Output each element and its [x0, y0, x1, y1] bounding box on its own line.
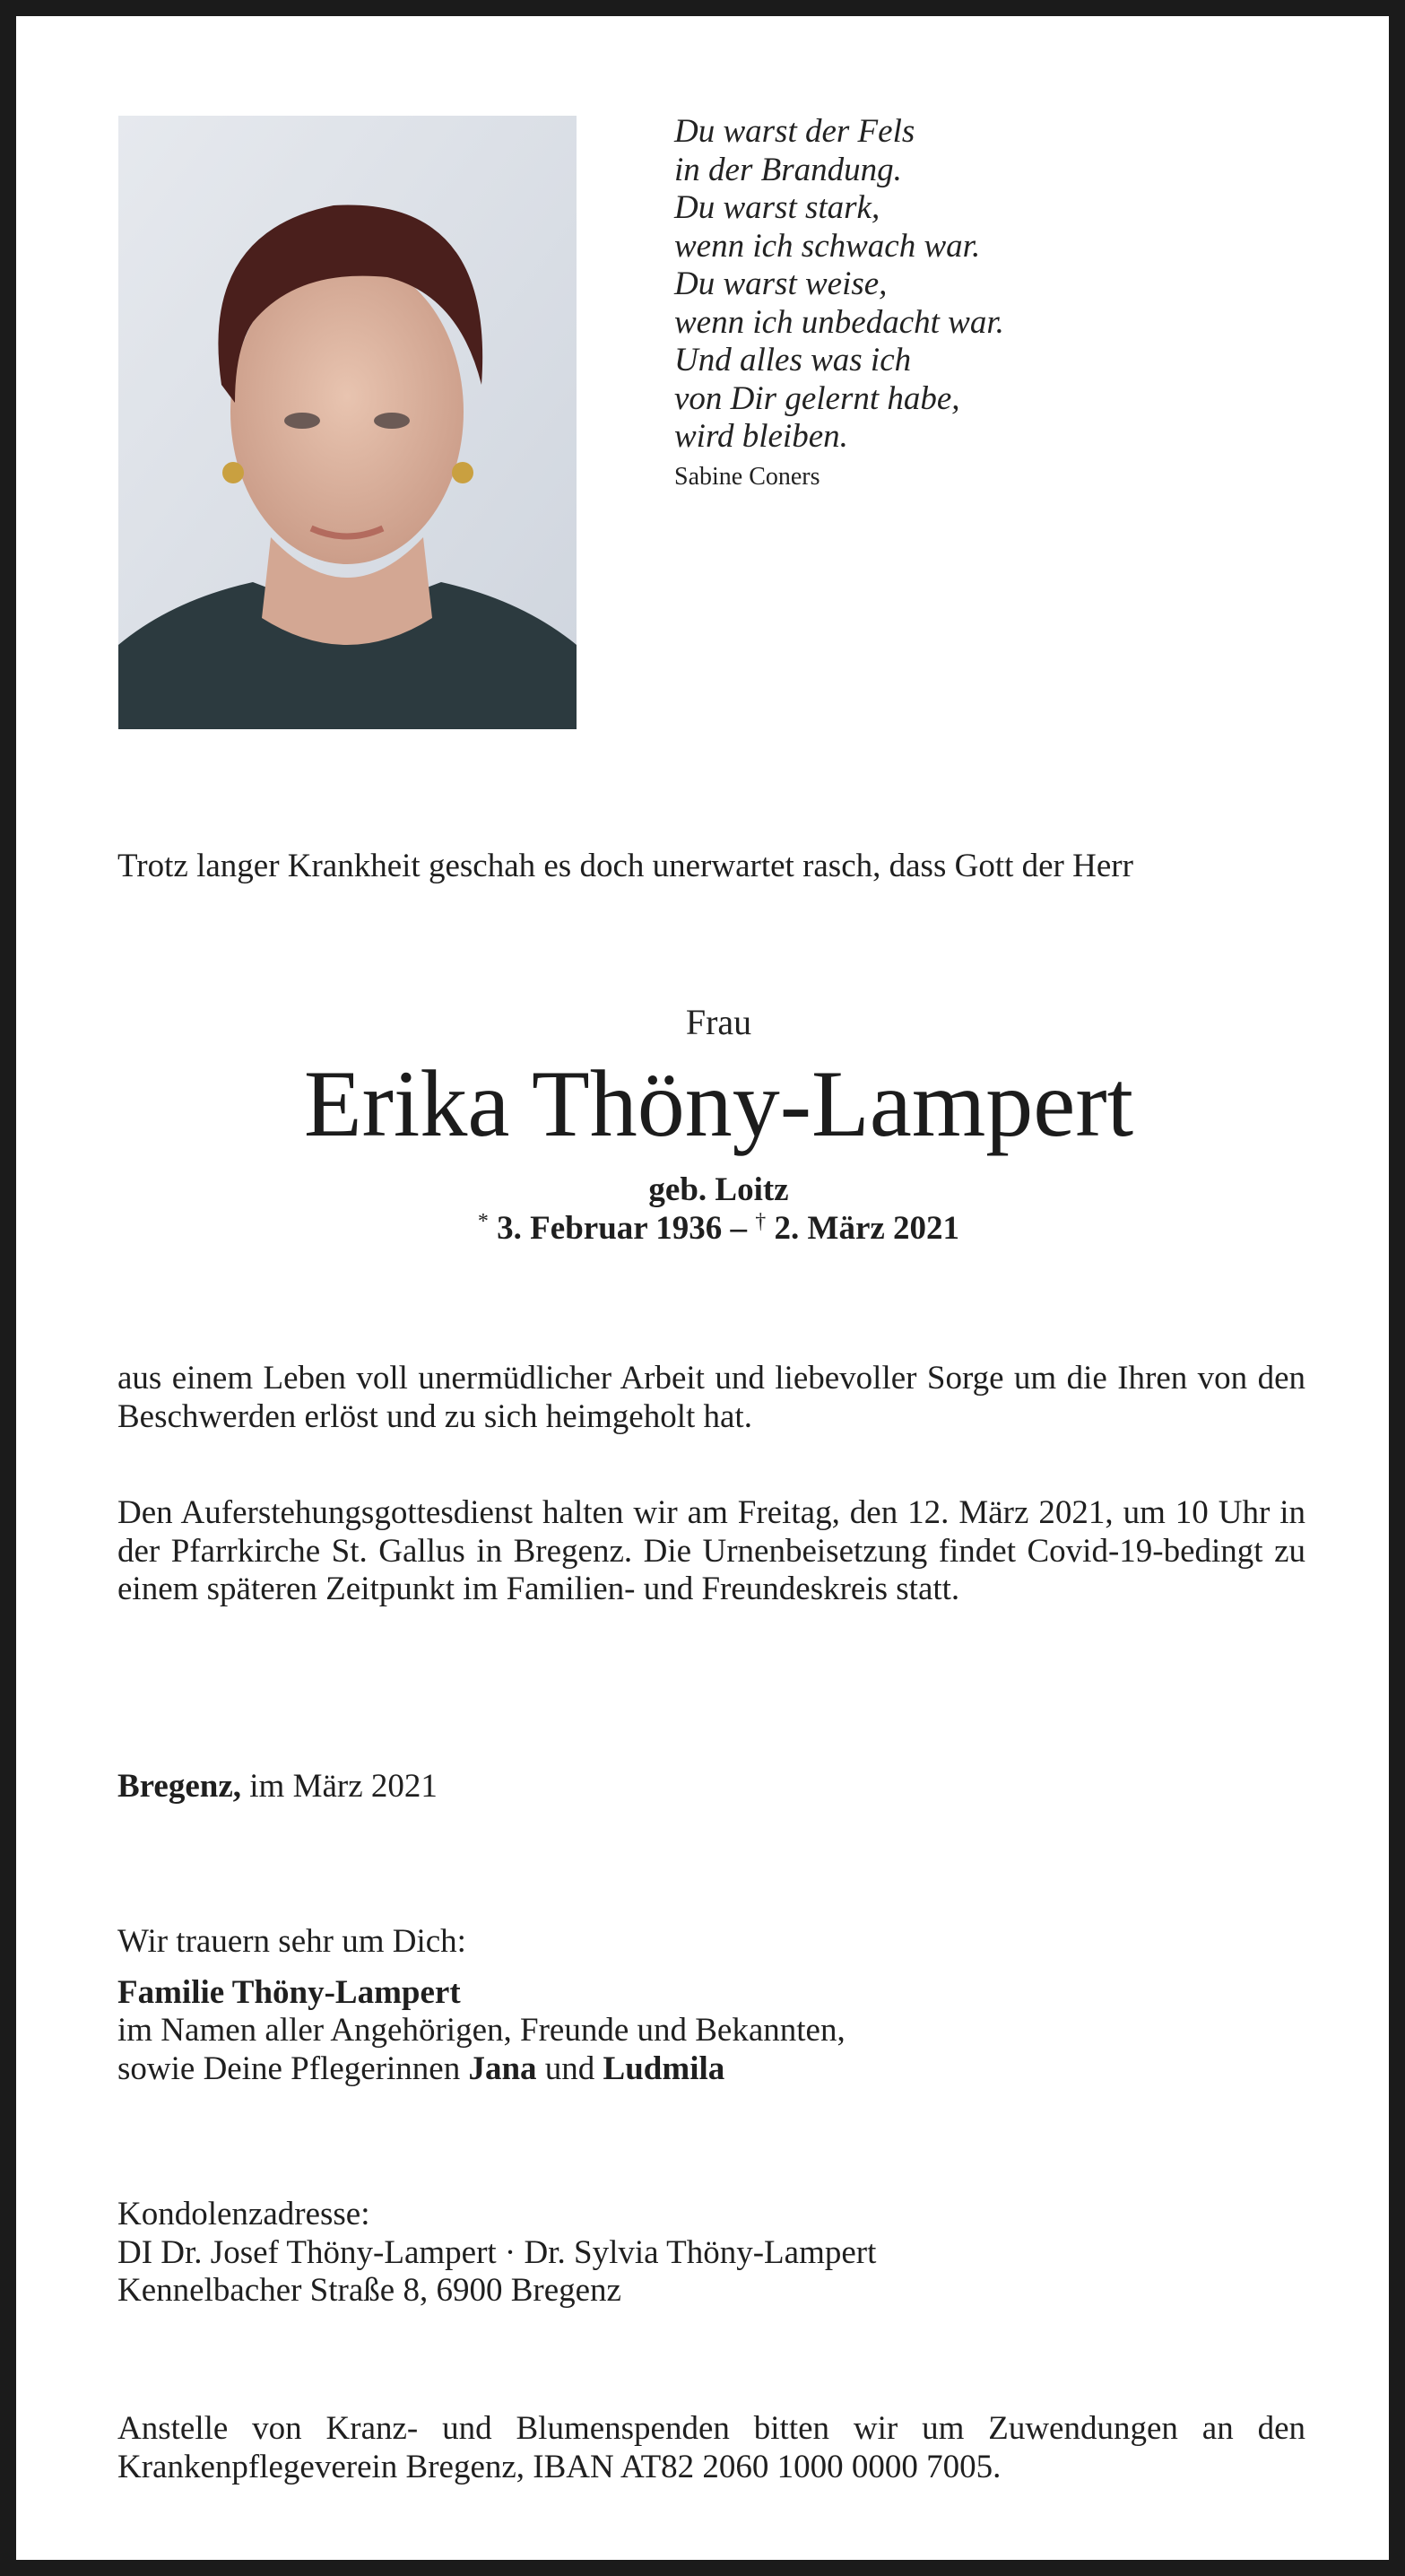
caregiver-name: Ludmila	[603, 2049, 725, 2087]
salutation: Frau	[685, 1002, 752, 1042]
condolence-names: DI Dr. Josef Thöny-Lampert · Dr. Sylvia Thöny-Lampert	[117, 2233, 877, 2271]
condolence-block	[117, 2196, 1305, 2311]
mourners-intro: Wir trauern sehr um Dich:	[117, 1923, 466, 1960]
caregiver-name: Jana	[468, 2049, 537, 2087]
family-name-text: Familie Thöny-Lampert	[117, 1973, 461, 2011]
poem-line: wenn ich unbedacht war.	[674, 303, 1004, 341]
mourners-block	[117, 1923, 1305, 2088]
donation-text: Anstelle von Kranz- und Blumenspenden bitten wir um Zuwendungen an den Krankenpflegeverein Bregenz, IBAN AT82 2060 1000 0000 7005.	[117, 2410, 1305, 2485]
condolence-address: Kennelbacher Straße 8, 6900 Bregenz	[117, 2272, 621, 2309]
date-separator: –	[730, 1210, 748, 1247]
born-mark: *	[477, 1210, 489, 1233]
date: im März 2021	[249, 1768, 438, 1805]
family-name	[117, 1974, 1305, 2013]
poem-line: wird bleiben.	[674, 418, 848, 455]
birth-name: geb. Loitz	[648, 1171, 789, 1208]
deceased-name: Erika Thöny-Lampert	[303, 1051, 1134, 1156]
poem-line: Und alles was ich	[674, 342, 912, 379]
poem-line: Du warst der Fels	[674, 113, 915, 150]
life-dates	[32, 1209, 1405, 1248]
died-date: 2. März 2021	[774, 1210, 960, 1247]
paragraph-passing: aus einem Leben voll unermüdlicher Arbeit und liebevoller Sorge um die Ihren von den Beschwerden erlöst und zu sich heimgeholt hat.	[117, 1360, 1305, 1435]
caregivers-conj: und	[544, 2049, 595, 2087]
place-date	[117, 1768, 1305, 1806]
poem-line: in der Brandung.	[674, 151, 902, 188]
place: Bregenz,	[117, 1768, 242, 1805]
poem-line: Du warst weise,	[674, 265, 888, 302]
poem-line: Du warst stark,	[674, 189, 880, 226]
died-mark: †	[755, 1210, 767, 1233]
portrait-photo	[118, 116, 577, 729]
poem-author: Sabine Coners	[674, 463, 820, 491]
portrait-image	[118, 116, 577, 729]
born-date: 3. Februar 1936	[497, 1210, 723, 1247]
caregivers-line	[117, 2050, 1305, 2089]
caregivers-prefix: sowie Deine Pflegerinnen	[117, 2049, 461, 2087]
condolence-label: Kondolenzadresse:	[117, 2196, 370, 2232]
poem-line: wenn ich schwach war.	[674, 227, 981, 265]
paragraph-service: Den Auferstehungsgottesdienst halten wir am Freitag, den 12. März 2021, um 10 Uhr in der Pfarrkirche St. Gallus in Bregenz. Die Urnenbeisetzung findet Covid-19-bedingt zu einem späteren Zeitpunkt im Familien- und Freundeskreis statt.	[117, 1494, 1305, 1607]
poem	[674, 113, 1176, 457]
intro-text: Trotz langer Krankheit geschah es doch unerwartet rasch, dass Gott der Herr	[117, 848, 1133, 884]
mourners-line: im Namen aller Angehörigen, Freunde und Bekannten,	[117, 2012, 846, 2049]
poem-line: von Dir gelernt habe,	[674, 379, 960, 417]
